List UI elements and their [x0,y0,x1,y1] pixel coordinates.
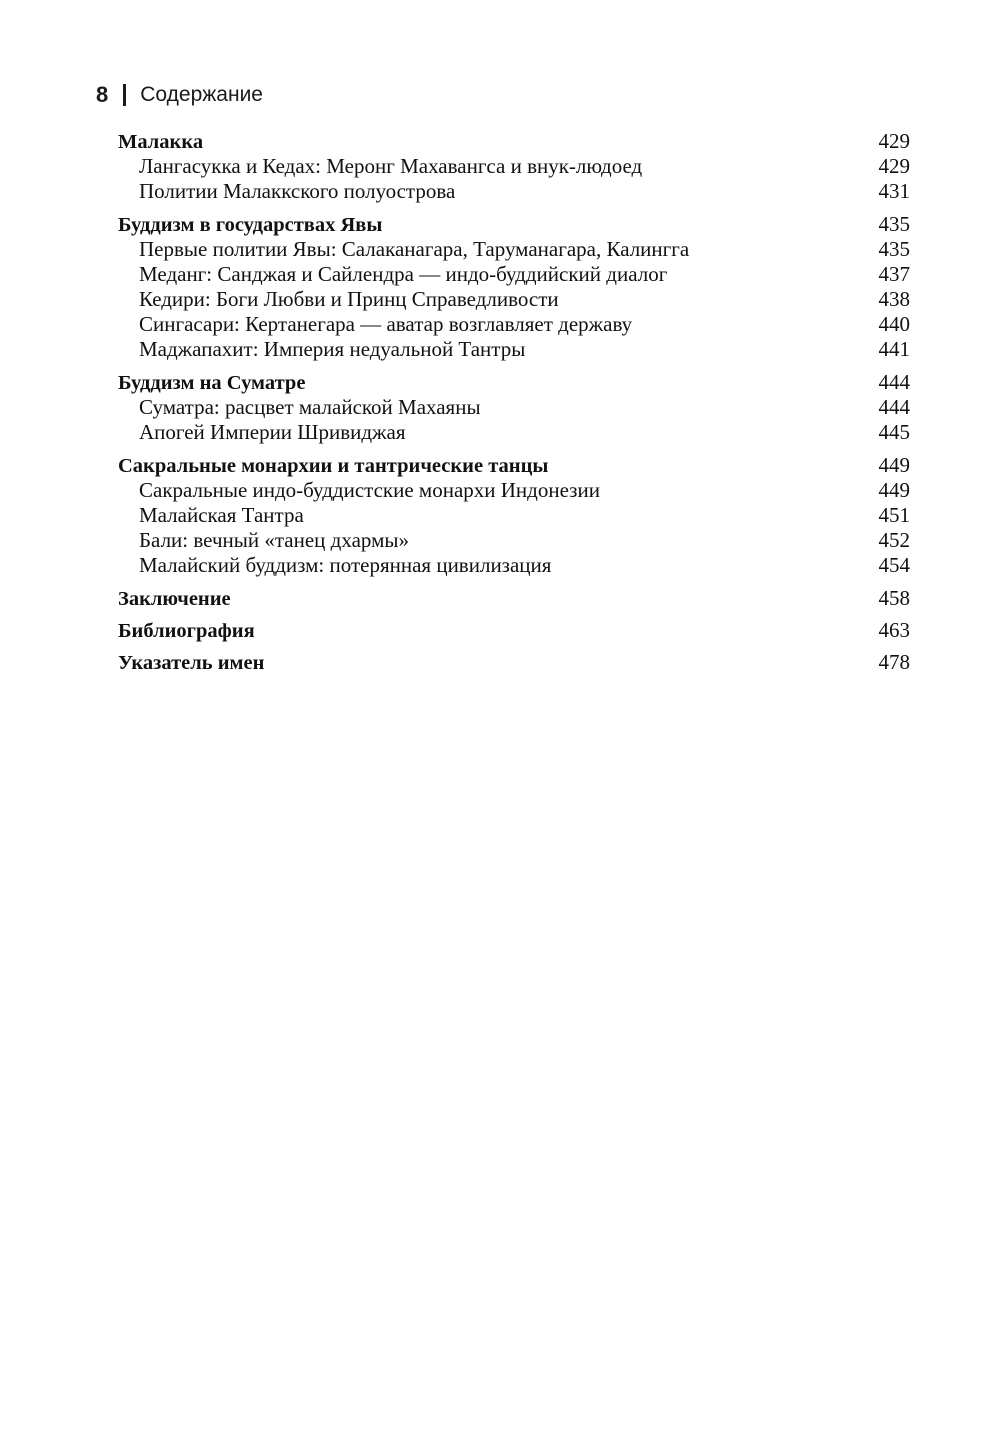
toc-entry-title: Сингасари: Кертанегара — аватар возглавляет державу [139,312,633,336]
toc-entry-page: 435 [878,237,910,261]
toc-entry-title: Суматра: расцвет малайской Махаяны [139,395,481,419]
toc-entry-page: 440 [878,312,910,336]
toc-entry-title: Буддизм на Суматре [118,372,306,394]
toc-entry-bibliography[interactable] [118,618,910,643]
toc-entry-page: 431 [878,179,910,203]
toc-subentry[interactable] [118,420,910,445]
toc-entry-page: 449 [878,478,910,502]
toc-entry-title: Кедири: Боги Любви и Принц Справедливости [139,287,559,311]
toc-entry-page: 444 [878,370,910,394]
toc-entry-title: Политии Малаккского полуострова [139,179,456,203]
toc-entry-title: Апогей Империи Шривиджая [139,420,406,444]
toc-entry-page: 435 [878,212,910,236]
toc-entry-title: Буддизм в государствах Явы [118,214,383,236]
toc-group-malacca [118,129,910,204]
toc-entry-title: Малайская Тантра [139,503,304,527]
toc-entry-page: 478 [878,650,910,674]
toc-group-bibliography [118,618,910,643]
toc-subentry[interactable] [118,337,910,362]
toc-entry-title: Указатель имен [118,652,265,674]
toc-subentry[interactable] [118,262,910,287]
toc-entry-sumatra[interactable] [118,370,910,395]
toc-group-sumatra [118,370,910,445]
toc-subentry[interactable] [118,237,910,262]
toc-entry-page: 452 [878,528,910,552]
toc-entry-title: Сакральные монархии и тантрические танцы [118,455,549,477]
toc-entry-page: 454 [878,553,910,577]
toc-entry-page: 444 [878,395,910,419]
toc-entry-title: Маджапахит: Империя недуальной Тантры [139,337,526,361]
toc-subentry[interactable] [118,553,910,578]
toc-entry-conclusion[interactable] [118,586,910,611]
toc-subentry[interactable] [118,154,910,179]
toc-entry-page: 458 [878,586,910,610]
toc-group-monarchies [118,453,910,578]
toc-entry-page: 438 [878,287,910,311]
toc-entry-title: Малакка [118,131,204,153]
toc-group-conclusion [118,586,910,611]
toc-entry-monarchies[interactable] [118,453,910,478]
toc-entry-title: Первые политии Явы: Салаканагара, Таруманагара, Калингга [139,237,690,261]
toc-entry-java[interactable] [118,212,910,237]
toc-entry-page: 429 [878,129,910,153]
toc-subentry[interactable] [118,287,910,312]
toc-entry-page: 451 [878,503,910,527]
toc-subentry[interactable] [118,179,910,204]
toc-subentry[interactable] [118,312,910,337]
running-head [96,80,263,110]
toc-group-name-index [118,650,910,675]
toc-entry-page: 441 [878,337,910,361]
header-divider [123,84,126,106]
toc-entry-title: Заключение [118,588,231,610]
page-number: 8 [96,82,109,107]
toc-entry-title: Меданг: Санджая и Сайлендра — индо-буддийский диалог [139,262,668,286]
toc-subentry[interactable] [118,395,910,420]
toc-entry-name-index[interactable] [118,650,910,675]
toc-entry-title: Сакральные индо-буддистские монархи Индонезии [139,478,600,502]
toc-entry-malacca[interactable] [118,129,910,154]
toc-subentry[interactable] [118,478,910,503]
section-title: Содержание [140,83,263,106]
toc-entry-page: 463 [878,618,910,642]
toc-entry-title: Бали: вечный «танец дхармы» [139,528,409,552]
toc-entry-page: 429 [878,154,910,178]
toc-group-java [118,212,910,362]
toc-subentry[interactable] [118,503,910,528]
table-of-contents [118,129,910,682]
toc-entry-page: 437 [878,262,910,286]
toc-entry-title: Малайский буддизм: потерянная цивилизация [139,553,552,577]
toc-entry-page: 449 [878,453,910,477]
toc-entry-title: Лангасукка и Кедах: Меронг Махавангса и внук-людоед [139,154,643,178]
toc-entry-title: Библиография [118,620,255,642]
toc-entry-page: 445 [878,420,910,444]
toc-subentry[interactable] [118,528,910,553]
